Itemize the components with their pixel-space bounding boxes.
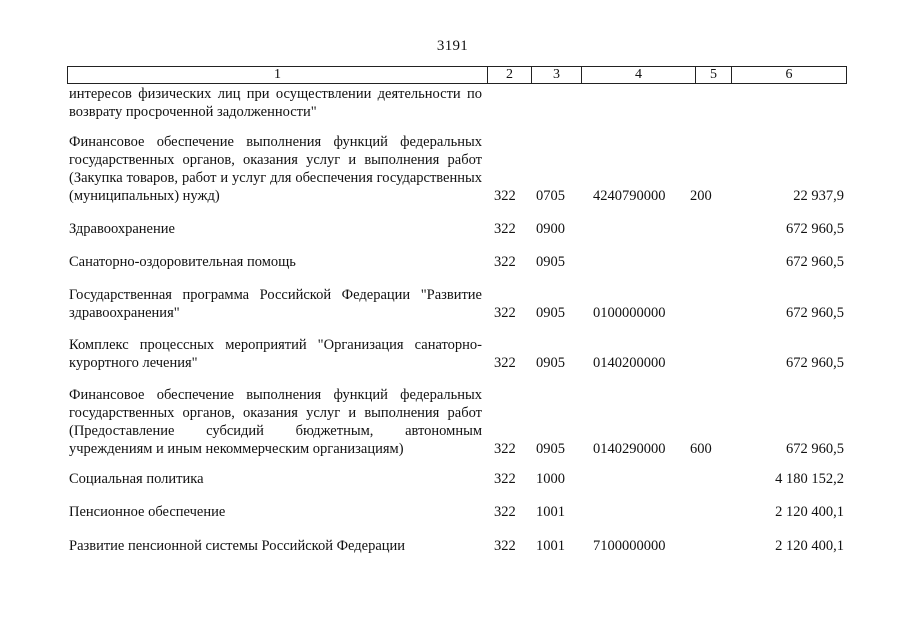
column-header-2: 2: [488, 67, 532, 83]
row-amount: 2 120 400,1: [775, 504, 844, 520]
row-target-code: 0140290000: [593, 441, 666, 457]
row-description: Пенсионное обеспечение: [69, 504, 226, 520]
row-section-code: 1001: [536, 504, 565, 520]
table-row: [0, 253, 905, 271]
row-ministry-code: 322: [494, 355, 516, 371]
row-amount: 672 960,5: [786, 355, 844, 371]
row-ministry-code: 322: [494, 471, 516, 487]
row-section-code: 0900: [536, 221, 565, 237]
table-row: [0, 286, 905, 322]
row-section-code: 0905: [536, 355, 565, 371]
row-amount: 672 960,5: [786, 221, 844, 237]
row-ministry-code: 322: [494, 538, 516, 554]
row-description: Здравоохранение: [69, 221, 175, 237]
column-header-4: 4: [582, 67, 696, 83]
row-target-code: 4240790000: [593, 188, 666, 204]
row-description: интересов физических лиц при осуществлении деятельности по возврату просроченной задолженности": [69, 86, 482, 120]
row-section-code: 0705: [536, 188, 565, 204]
row-section-code: 0905: [536, 305, 565, 321]
row-expense-type: 600: [690, 441, 712, 457]
row-amount: 672 960,5: [786, 305, 844, 321]
row-section-code: 1000: [536, 471, 565, 487]
table-header: [67, 66, 847, 84]
table-row: [0, 537, 905, 555]
table-row: [0, 85, 905, 121]
row-section-code: 1001: [536, 538, 565, 554]
row-amount: 4 180 152,2: [775, 471, 844, 487]
row-target-code: 7100000000: [593, 538, 666, 554]
column-header-6: 6: [785, 67, 793, 82]
row-amount: 672 960,5: [786, 441, 844, 457]
table-row: [0, 336, 905, 372]
row-description: Финансовое обеспечение выполнения функций федеральных государственных органов, оказания услуг и выполнения работ (Закупка товаров, работ и услуг для обеспечения государственных (муниципальных) нужд): [69, 134, 482, 204]
table-row: [0, 133, 905, 205]
row-target-code: 0100000000: [593, 305, 666, 321]
column-header-3: 3: [532, 67, 582, 83]
table-row: [0, 470, 905, 488]
row-description: Государственная программа Российской Федерации "Развитие здравоохранения": [69, 287, 482, 321]
row-section-code: 0905: [536, 441, 565, 457]
row-description: Развитие пенсионной системы Российской Федерации: [69, 538, 406, 554]
row-description: Социальная политика: [69, 471, 204, 487]
row-amount: 22 937,9: [793, 188, 844, 204]
column-header-5: 5: [696, 67, 732, 83]
row-ministry-code: 322: [494, 188, 516, 204]
row-ministry-code: 322: [494, 504, 516, 520]
row-target-code: 0140200000: [593, 355, 666, 371]
row-ministry-code: 322: [494, 305, 516, 321]
row-description: Комплекс процессных мероприятий "Организация санаторно-курортного лечения": [69, 337, 482, 371]
row-description: Финансовое обеспечение выполнения функций федеральных государственных органов, оказания услуг и выполнения работ (Предоставление субсидий бюджетным, автономным учреждениям и иным некоммерческим организациям): [69, 387, 482, 457]
table-row: [0, 220, 905, 238]
table-row: [0, 386, 905, 458]
row-expense-type: 200: [690, 188, 712, 204]
column-header-1: 1: [68, 67, 488, 83]
row-section-code: 0905: [536, 254, 565, 270]
row-amount: 2 120 400,1: [775, 538, 844, 554]
table-row: [0, 503, 905, 521]
row-description: Санаторно-оздоровительная помощь: [69, 254, 296, 270]
row-ministry-code: 322: [494, 441, 516, 457]
page-number: 3191: [436, 38, 469, 54]
row-ministry-code: 322: [494, 254, 516, 270]
row-ministry-code: 322: [494, 221, 516, 237]
row-amount: 672 960,5: [786, 254, 844, 270]
